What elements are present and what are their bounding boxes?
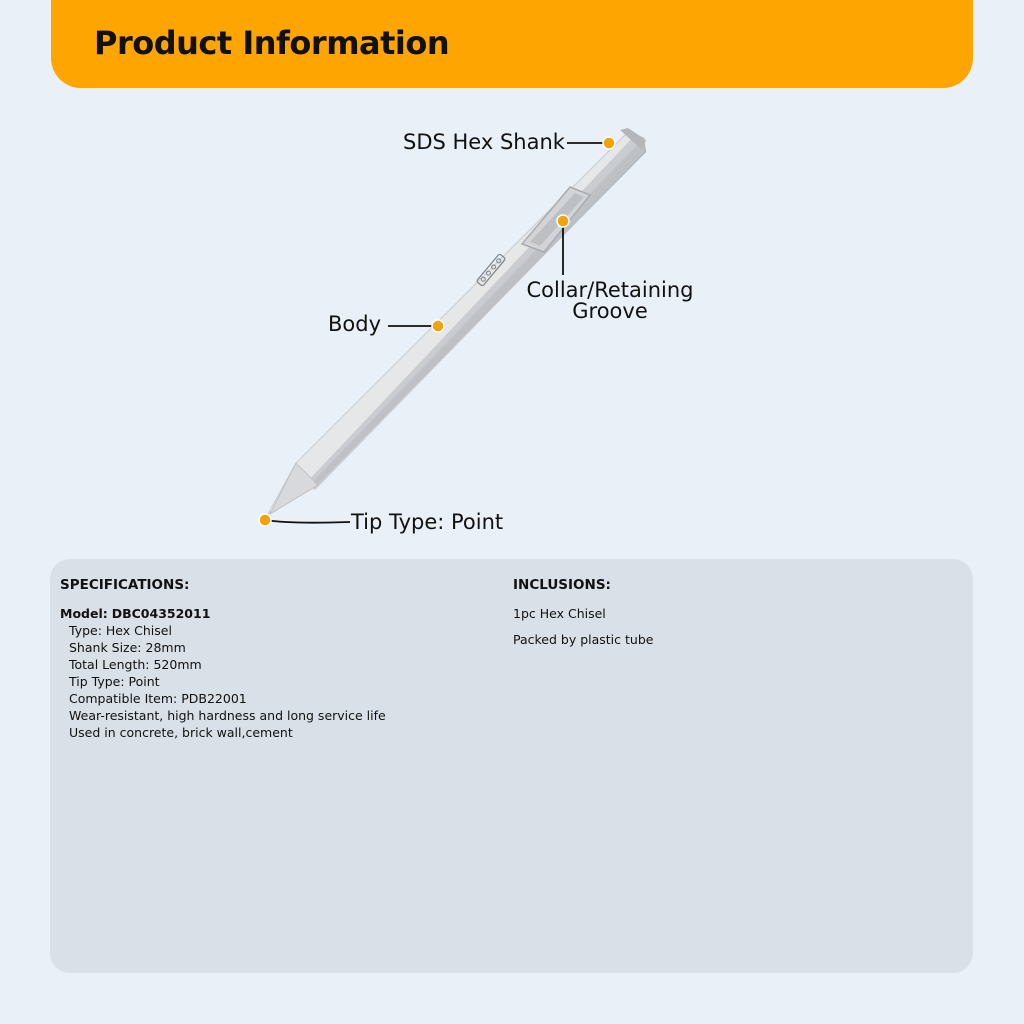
tip-leader-line (265, 520, 350, 523)
spec-item: Shank Size: 28mm (69, 640, 186, 655)
model-line (60, 605, 500, 622)
callout-shank: SDS Hex Shank (403, 130, 565, 154)
product-info-card (50, 559, 973, 973)
spec-item: Type: Hex Chisel (69, 623, 172, 638)
callout-body: Body (328, 312, 382, 336)
tip-marker (259, 514, 271, 526)
inclusions-heading: INCLUSIONS: (513, 577, 611, 593)
spec-item: Total Length: 520mm (69, 657, 202, 672)
inclusion-item: 1pc Hex Chisel (513, 606, 606, 621)
model-value: DBC04352011 (111, 606, 211, 621)
body-marker (432, 320, 444, 332)
inclusion-item: Packed by plastic tube (513, 632, 654, 647)
spec-item: Tip Type: Point (69, 674, 160, 689)
specifications-list (60, 622, 500, 741)
callout-tip: Tip Type: Point (351, 510, 504, 534)
inclusions-section (513, 577, 953, 657)
inclusions-list (513, 605, 953, 648)
callout-collar: Collar/Retaining Groove (526, 278, 694, 323)
spec-item: Wear-resistant, high hardness and long service life (69, 708, 386, 723)
spec-item: Compatible Item: PDB22001 (69, 691, 247, 706)
model-label: Model: (60, 606, 108, 621)
collar-marker (557, 215, 569, 227)
page-title: Product Information (94, 24, 450, 62)
specifications-section (60, 577, 500, 741)
spec-item: Used in concrete, brick wall,cement (69, 725, 293, 740)
shank-marker (603, 137, 615, 149)
specifications-heading: SPECIFICATIONS: (60, 577, 190, 593)
